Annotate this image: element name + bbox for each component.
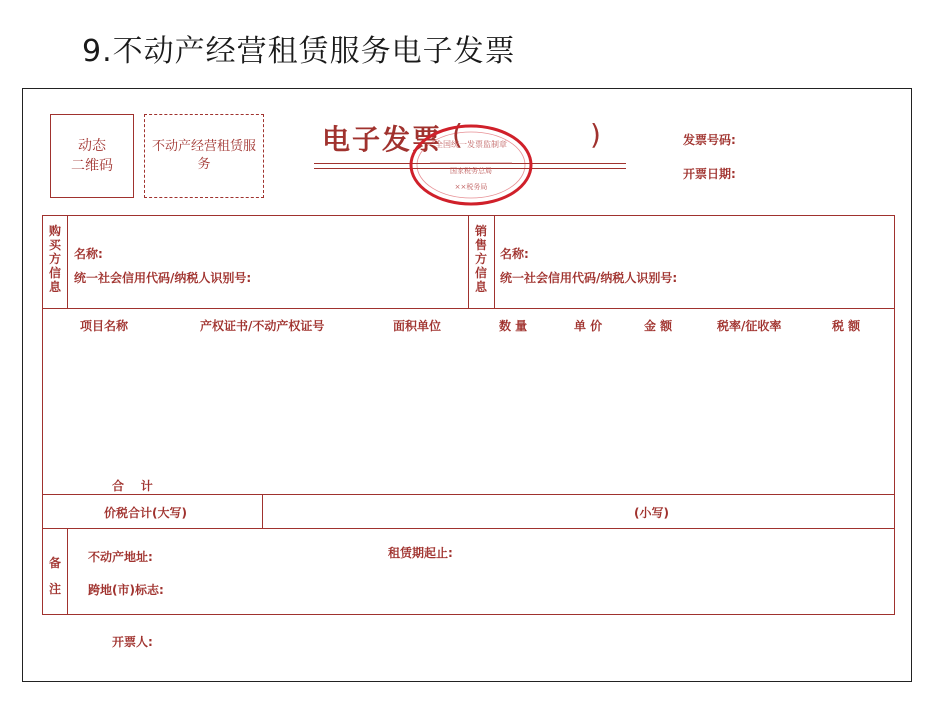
amount-upper-label: 价税合计(大写): [104, 506, 187, 520]
remarks-side-label: 备注: [48, 556, 61, 596]
column-header-amount: 金 额: [644, 319, 673, 333]
invoice-number-label: 发票号码:: [683, 133, 736, 147]
seller-name-label: 名称:: [500, 247, 529, 261]
remarks-side-divider: [67, 528, 68, 615]
buyer-tax-id-label: 统一社会信用代码/纳税人识别号:: [74, 271, 252, 285]
column-header-tax-amount: 税 额: [832, 319, 861, 333]
amount-lower-label: (小写): [634, 506, 669, 520]
column-header-item-name: 项目名称: [80, 319, 129, 333]
lease-period-label: 租赁期起止:: [388, 546, 453, 560]
total-label: 合 计: [112, 479, 153, 493]
buyer-side-label: 购买方信息: [48, 224, 61, 294]
table-divider-amount: [42, 528, 895, 529]
property-address-label: 不动产地址:: [88, 550, 153, 564]
page-title: 9.不动产经营租赁服务电子发票: [82, 34, 516, 69]
invoice-title: 电子发票: [322, 123, 443, 156]
issuer-label: 开票人:: [112, 635, 153, 649]
service-type-label: 不动产经营租赁服务: [151, 139, 256, 172]
dynamic-qr-code-box: [50, 114, 134, 198]
column-header-unit-price: 单 价: [574, 319, 603, 333]
issue-date-label: 开票日期:: [683, 167, 736, 181]
qr-label-line1: 动态: [78, 138, 106, 154]
seller-side-label: 销售方信息: [474, 224, 487, 294]
table-divider-items: [42, 494, 895, 495]
seal-outer-text: 全国统一发票监制章: [435, 140, 507, 149]
seal-bottom-text: ××税务局: [454, 183, 488, 191]
qr-label-line2: 二维码: [71, 158, 113, 174]
seller-side-divider: [494, 215, 495, 308]
seller-tax-id-label: 统一社会信用代码/纳税人识别号:: [500, 271, 678, 285]
invoice-supervision-seal: [408, 123, 534, 207]
service-type-box: [144, 114, 264, 198]
buyer-side-divider: [67, 215, 68, 308]
amount-divider: [262, 494, 263, 528]
title-paren-open: (: [452, 118, 463, 151]
buyer-name-label: 名称:: [74, 247, 103, 261]
column-header-property-cert: 产权证书/不动产权证号: [200, 319, 325, 333]
seal-inner-text: 国家税务总局: [450, 167, 492, 175]
column-header-quantity: 数 量: [499, 319, 528, 333]
table-divider-parties: [42, 308, 895, 309]
cross-region-label: 跨地(市)标志:: [88, 583, 164, 597]
title-paren-close: ): [590, 118, 601, 151]
column-header-tax-rate: 税率/征收率: [717, 319, 782, 333]
column-header-area-unit: 面积单位: [393, 319, 442, 333]
party-middle-divider: [468, 215, 469, 308]
